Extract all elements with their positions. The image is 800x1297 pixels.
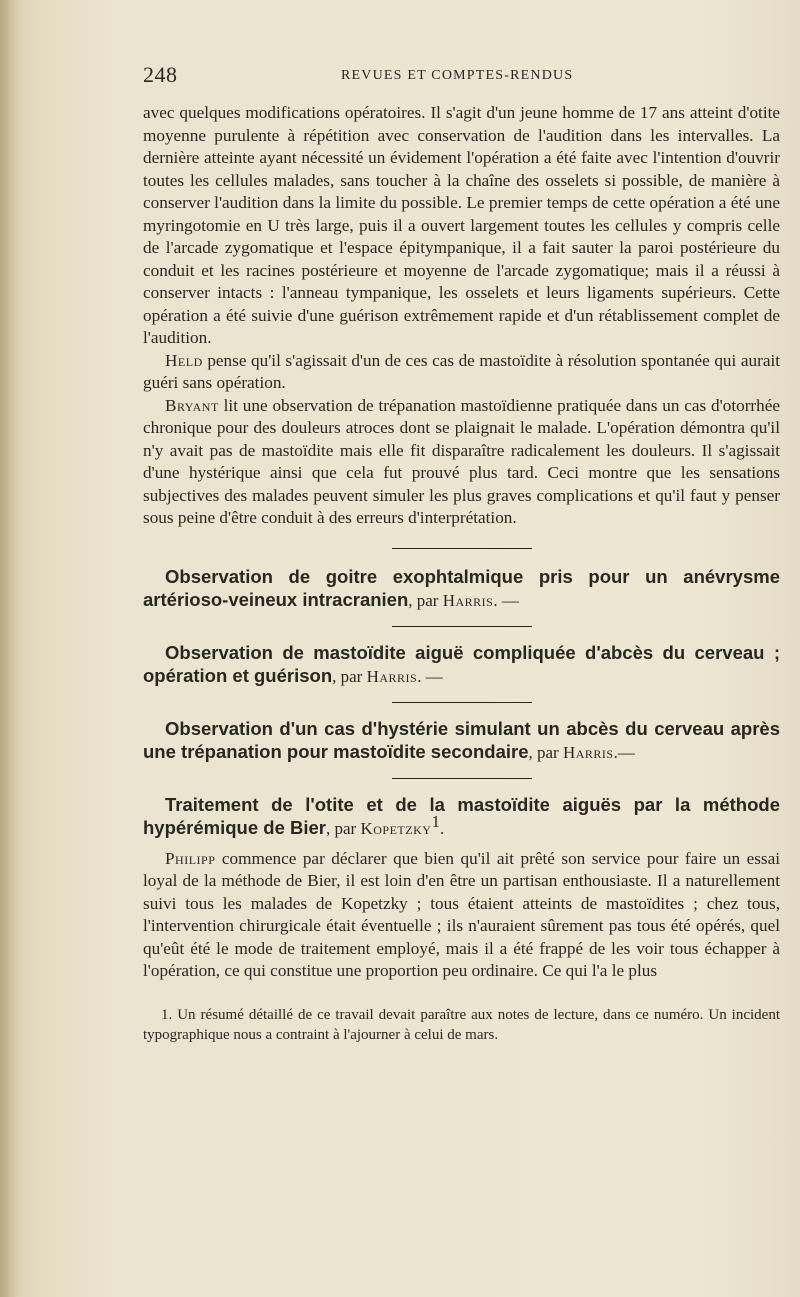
section-tail: .— xyxy=(613,742,635,762)
paragraph-text: lit une observation de trépanation mastoïdienne pratiquée dans un cas d'otorrhée chronique pour des douleurs atroces dont se plaignait le malade. L'opération démontra qu'il n'y avait pas de mastoïdite mais elle fit disparaître radicalement les douleurs. Il s'agissait d'une hystérique ainsi que cela fut prouvé plus tard. Ceci montre que les sensations subjectives des malades peuvent simuler les plus graves complications et qu'il faut y penser sous peine d'être conduit à des erreurs d'interprétation. xyxy=(143,395,780,527)
paragraph-text: commence par déclarer que bien qu'il ait prêté son service pour faire un essai loyal de la méthode de Bier, il est loin d'en être un partisan enthousiaste. Il a naturellement suivi tous les malades de Kopetzky ; tous étaient atteints de mastoïdites ; chez tous, l'intervention chirurgicale était éventuelle ; ils n'auraient sûrement pas tous été opérés, quel qu'eût été le mode de traitement employé, mais il a été frappé de les voir tous échapper à l'opération, ce qui constitue une proportion peu ordinaire. Ce qui l'a le plus xyxy=(143,848,780,980)
footnote-reference: 1 xyxy=(431,811,440,831)
page-content xyxy=(143,58,780,1045)
section-author: Harris xyxy=(366,666,418,686)
section-title: Observation d'un cas d'hystérie simulant un abcès du cerveau après une trépanation pour mastoïdite secondaire xyxy=(143,717,780,762)
section-author: Harris xyxy=(442,590,494,610)
section-tail: . — xyxy=(493,590,519,610)
section-by: , par xyxy=(326,818,361,838)
section-divider xyxy=(392,548,532,549)
author-name: Held xyxy=(165,350,203,370)
section-by: , par xyxy=(332,666,367,686)
page-number: 248 xyxy=(143,62,178,87)
section-tail: . — xyxy=(417,666,443,686)
section-heading xyxy=(143,717,780,764)
section-heading xyxy=(143,641,780,688)
footnote xyxy=(143,1005,780,1045)
paragraph-continued: avec quelques modifications opératoires. Il s'agit d'un jeune homme de 17 ans atteint d'otite moyenne purulente à répétition avec conservation de l'audition dans les intervalles. La dernière atteinte ayant nécessité un évidement l'opération a été faite avec l'intention d'ouvrir toutes les cellules malades, sans toucher à la chaîne des osselets si possible, de manière à conserver l'audition dans la limite du possible. Le premier temps de cette opération a été une myringotomie en U très large, puis il a ouvert largement toutes les cellules y compris celle de l'arcade zygomatique et l'espace épitympanique, il a fait sauter la paroi postérieure du conduit et les racines postérieure et moyenne de l'arcade zygomatique; mais il a réussi à conserver intacts : l'anneau tympanique, les osselets et leurs ligaments supérieurs. Cette opération a été suivie d'une guérison extrêmement rapide et d'un rétablissement complet de l'audition. xyxy=(143,103,780,347)
section-heading xyxy=(143,565,780,612)
section-divider xyxy=(392,702,532,703)
footnote-text: Un résumé détaillé de ce travail devait paraître aux notes de lecture, dans ce numéro. Un incident typographique nous a contraint à l'ajourner à celui de mars. xyxy=(143,1006,780,1043)
section-by: , par xyxy=(408,590,443,610)
running-head xyxy=(143,58,780,92)
section-author: Harris xyxy=(562,742,614,762)
paragraph-text: pense qu'il s'agissait d'un de ces cas de mastoïdite à résolution spontanée qui aurait guéri sans opération. xyxy=(143,350,780,392)
section-divider xyxy=(392,626,532,627)
section-title: Traitement de l'otite et de la mastoïdite aiguës par la méthode hypérémique de Bier xyxy=(143,793,780,838)
running-title: REVUES ET COMPTES-RENDUS xyxy=(341,68,574,83)
paragraph-held xyxy=(143,350,780,395)
section-title: Observation de goitre exophtalmique pris pour un anévrysme artérioso-veineux intracranien xyxy=(143,565,780,610)
paragraph-philipp xyxy=(143,848,780,983)
section-title: Observation de mastoïdite aiguë compliquée d'abcès du cerveau ; opération et guérison xyxy=(143,641,780,686)
page-binding-shadow xyxy=(0,0,18,1297)
section-tail: . xyxy=(439,818,445,838)
section-by: , par xyxy=(528,742,563,762)
section-divider xyxy=(392,778,532,779)
author-name: Philipp xyxy=(165,848,216,868)
footnote-mark: 1. xyxy=(161,1006,173,1023)
section-author: Kopetzky xyxy=(360,818,432,838)
section-heading xyxy=(143,793,780,840)
paragraph-bryant xyxy=(143,395,780,530)
author-name: Bryant xyxy=(165,395,219,415)
